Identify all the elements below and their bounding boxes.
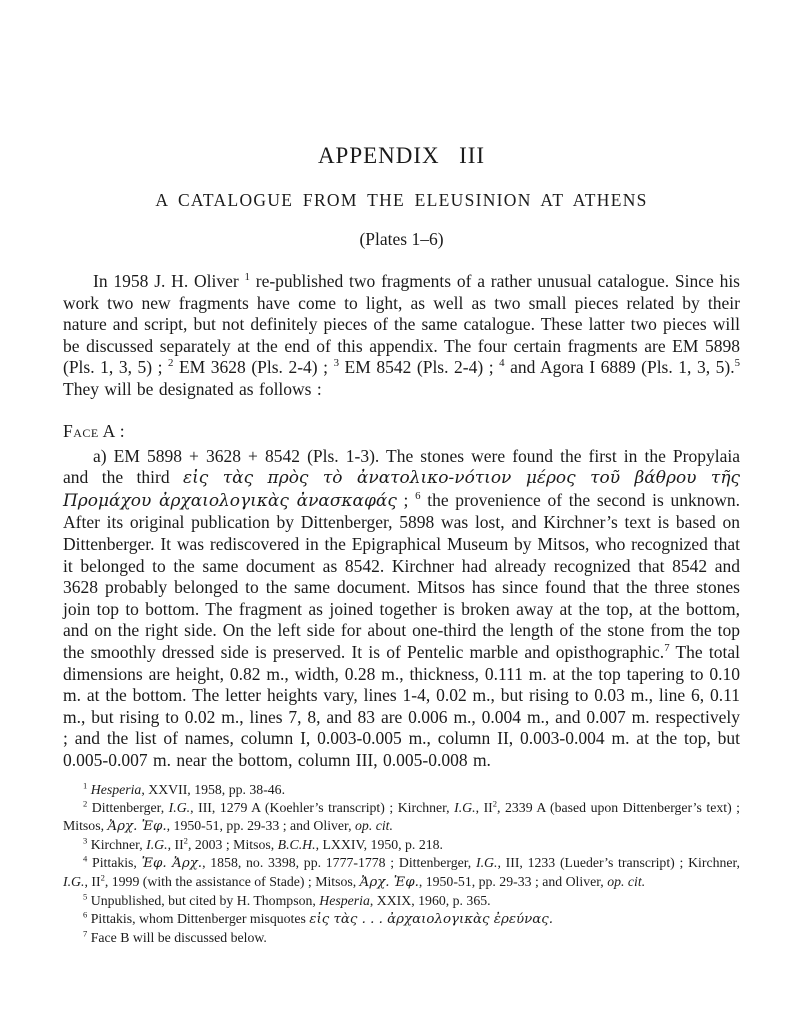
fragment-a-paragraph: a) EM 5898 + 3628 + 8542 (Pls. 1-3). The stones were found the first in the Propylaia and the third εἰς τὰς πρὸς τὸ ἀνατολικο-νότιον μέρος τοῦ βάθρου τῆς Προμάχου ἀρχαιολογικὰς ἀνασκαφάς ; $^6$ the provenience of the second is unknown. After its original publication by Dittenberger, 5898 was lost, and Kirchner’s text is based on Dittenberger. It was rediscovered in the Epigraphical Museum by Mitsos, who recognized that it belonged to the same document as 8542. Kirchner had already recognized that 8542 and 3628 probably belonged to the same document. Mitsos has since found that the three stones join top to bottom. The fragment as joined together is broken away at the top, at the bottom, and on the right side. On the left side for about one-third the length of the stone from the top the smoothly dressed side is preserved. It is of Pentelic marble and opisthographic.$^7$ The total dimensions are height, 0.82 m., width, 0.28 m., thickness, 0.111 m. at the top tapering to 0.10 m. at the bottom. The letter heights vary, lines 1-4, 0.02 m., but rising to 0.03 m., line 6, 0.11 m., but rising to 0.02 m., lines 7, 8, and 83 are 0.006 m., 0.004 m., and 0.007 m. respectively ; and the list of names, column I, 0.003-0.005 m., column II, 0.003-0.004 m. at the top, but 0.005-0.007 m. near the bottom, column III, 0.005-0.008 m.: [63, 445, 740, 770]
document-page: [63, 0, 740, 947]
intro-paragraph: In 1958 J. H. Oliver $^1$ re-published two fragments of a rather unusual catalogue. Since his work two new fragments have come to light, as well as two small pieces related by their nature and script, but not definitely pieces of the same catalogue. These latter two pieces will be discussed separately at the end of this appendix. The four certain fragments are EM 5898 (Pls. 1, 3, 5) ; $^2$ EM 3628 (Pls. 2-4) ; $^3$ EM 8542 (Pls. 2-4) ; $^4$ and Agora I 6889 (Pls. 1, 3, 5).$^5$ They will be designated as follows :: [63, 271, 740, 399]
footnote-1: $^1$ Hesperia, XXVII, 1958, pp. 38-46.: [83, 780, 286, 798]
appendix-title: APPENDIX III: [317, 143, 486, 168]
catalogue-title: A CATALOGUE FROM THE ELEUSINION AT ATHENS: [155, 190, 648, 210]
footnote-4: $^4$ Pittakis, Ἐφ. Ἀρχ., 1858, no. 3398, pp. 1777-1778 ; Dittenberger, I.G., III, 1233 (Lueder’s transcript) ; Kirchner, I.G., $II^2$, 1999 (with the assistance of Stade) ; Mitsos, Ἀρχ. Ἐφ., 1950-51, pp. 29-33 ; and Oliver, op. cit.: [63, 853, 740, 891]
footnote-7: $^7$ Face B will be discussed below.: [83, 928, 267, 946]
plates-note: (Plates 1–6): [359, 229, 444, 249]
footnote-6: $^6$ Pittakis, whom Dittenberger misquotes εἰς τὰς . . . ἀρχαιολογικὰς ἐρεύνας.: [83, 909, 554, 928]
face-a-heading: Face A :: [63, 420, 126, 441]
footnote-5: $^5$ Unpublished, but cited by H. Thompson, Hesperia, XXIX, 1960, p. 365.: [83, 891, 491, 909]
footnote-3: $^3$ Kirchner, I.G., $II^2$, 2003 ; Mitsos, B.C.H., LXXIV, 1950, p. 218.: [83, 835, 443, 853]
footnotes-section: [63, 781, 740, 947]
footnote-2: $^2$ Dittenberger, I.G., III, 1279 A (Koehler’s transcript) ; Kirchner, I.G., $II^2$, 2339 A (based upon Dittenberger’s text) ; Mitsos, Ἀρχ. Ἐφ., 1950-51, pp. 29-33 ; and Oliver, op. cit.: [63, 798, 741, 835]
